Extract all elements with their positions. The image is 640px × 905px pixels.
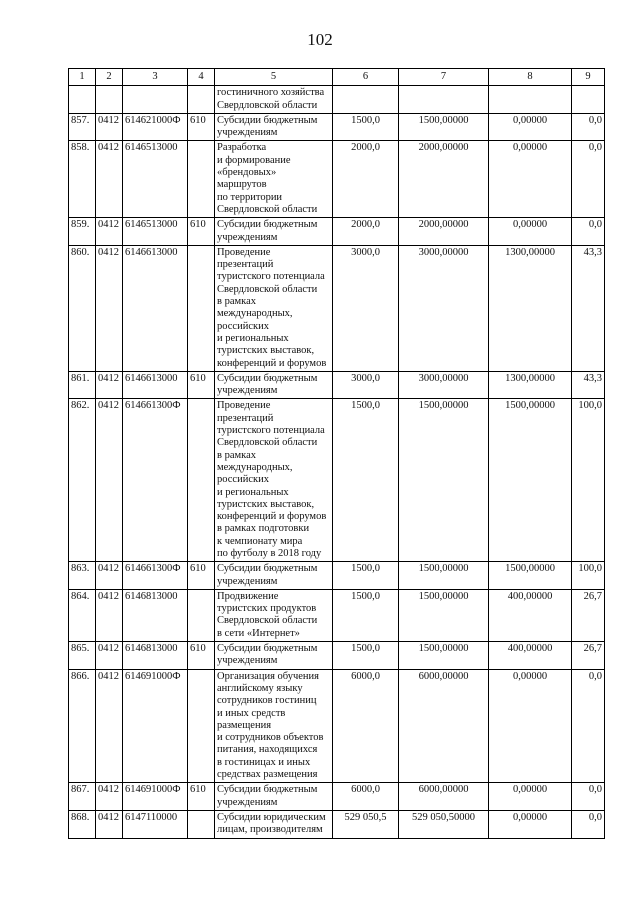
- amount-planned-cell: 2000,0: [333, 218, 399, 246]
- item-name-cell: Проведение презентаций туристского потенциала Свердловской области в рамках международных, российских и региональных туристских выставок, конференций и форумов: [215, 245, 333, 371]
- table-row: [69, 218, 605, 246]
- column-header: 7: [399, 69, 489, 86]
- amount-planned-cell: 1500,0: [333, 642, 399, 670]
- section-code-cell: 0412: [96, 783, 123, 811]
- row-number-cell: 866.: [69, 669, 96, 783]
- amount-planned-cell: 529 050,5: [333, 810, 399, 838]
- amount-executed-cell: 0,00000: [489, 141, 572, 218]
- amount-executed-cell: 400,00000: [489, 642, 572, 670]
- percent-cell: 100,0: [572, 562, 605, 590]
- target-code-cell: 6146513000: [123, 141, 188, 218]
- column-header: 2: [96, 69, 123, 86]
- row-number-cell: 858.: [69, 141, 96, 218]
- amount-approved-cell: 2000,00000: [399, 141, 489, 218]
- item-name-cell: Субсидии бюджетным учреждениям: [215, 562, 333, 590]
- table-row: [69, 86, 605, 114]
- row-number-cell: 859.: [69, 218, 96, 246]
- row-number-cell: 857.: [69, 113, 96, 141]
- amount-approved-cell: 2000,00000: [399, 218, 489, 246]
- expense-type-cell: [188, 399, 215, 562]
- amount-approved-cell: 1500,00000: [399, 113, 489, 141]
- percent-cell: 0,0: [572, 218, 605, 246]
- item-name-cell: Субсидии бюджетным учреждениям: [215, 218, 333, 246]
- amount-approved-cell: 1500,00000: [399, 399, 489, 562]
- row-number-cell: 867.: [69, 783, 96, 811]
- percent-cell: 0,0: [572, 669, 605, 783]
- expense-type-cell: 610: [188, 218, 215, 246]
- percent-cell: 0,0: [572, 113, 605, 141]
- row-number-cell: 862.: [69, 399, 96, 562]
- item-name-cell: Субсидии бюджетным учреждениям: [215, 113, 333, 141]
- table-row: [69, 399, 605, 562]
- row-number-cell: 861.: [69, 371, 96, 399]
- expense-type-cell: 610: [188, 113, 215, 141]
- table-row: [69, 783, 605, 811]
- row-number-cell: 860.: [69, 245, 96, 371]
- table-row: [69, 113, 605, 141]
- percent-cell: 0,0: [572, 810, 605, 838]
- percent-cell: 43,3: [572, 371, 605, 399]
- amount-executed-cell: 1500,00000: [489, 399, 572, 562]
- target-code-cell: 6146813000: [123, 642, 188, 670]
- item-name-cell: Организация обучения английскому языку сотрудников гостиниц и иных средств размещения и сотрудников объектов питания, находящихся в гостиницах и иных средствах размещения: [215, 669, 333, 783]
- amount-executed-cell: 0,00000: [489, 113, 572, 141]
- table-row: [69, 371, 605, 399]
- percent-cell: 43,3: [572, 245, 605, 371]
- amount-approved-cell: 1500,00000: [399, 642, 489, 670]
- amount-planned-cell: [333, 86, 399, 114]
- column-header: 1: [69, 69, 96, 86]
- amount-executed-cell: 1300,00000: [489, 245, 572, 371]
- section-code-cell: 0412: [96, 245, 123, 371]
- target-code-cell: [123, 86, 188, 114]
- section-code-cell: [96, 86, 123, 114]
- section-code-cell: 0412: [96, 399, 123, 562]
- amount-executed-cell: 0,00000: [489, 669, 572, 783]
- item-name-cell: Субсидии юридическим лицам, производителям: [215, 810, 333, 838]
- column-header: 9: [572, 69, 605, 86]
- amount-approved-cell: 6000,00000: [399, 669, 489, 783]
- section-code-cell: 0412: [96, 113, 123, 141]
- target-code-cell: 6146513000: [123, 218, 188, 246]
- target-code-cell: 6146613000: [123, 371, 188, 399]
- section-code-cell: 0412: [96, 371, 123, 399]
- amount-planned-cell: 6000,0: [333, 783, 399, 811]
- column-header: 6: [333, 69, 399, 86]
- target-code-cell: 614661300Ф: [123, 399, 188, 562]
- table-row: [69, 810, 605, 838]
- amount-approved-cell: 529 050,50000: [399, 810, 489, 838]
- item-name-cell: Субсидии бюджетным учреждениям: [215, 642, 333, 670]
- expense-type-cell: 610: [188, 371, 215, 399]
- amount-approved-cell: 3000,00000: [399, 371, 489, 399]
- item-name-cell: Субсидии бюджетным учреждениям: [215, 371, 333, 399]
- table-row: [69, 562, 605, 590]
- target-code-cell: 614691000Ф: [123, 669, 188, 783]
- column-header: 4: [188, 69, 215, 86]
- expense-type-cell: [188, 86, 215, 114]
- section-code-cell: 0412: [96, 810, 123, 838]
- table-row: [69, 245, 605, 371]
- table-body: [69, 86, 605, 838]
- table-row: [69, 141, 605, 218]
- row-number-cell: 863.: [69, 562, 96, 590]
- expense-type-cell: 610: [188, 783, 215, 811]
- target-code-cell: 614661300Ф: [123, 562, 188, 590]
- target-code-cell: 6147110000: [123, 810, 188, 838]
- amount-planned-cell: 3000,0: [333, 245, 399, 371]
- target-code-cell: 6146613000: [123, 245, 188, 371]
- percent-cell: 0,0: [572, 141, 605, 218]
- column-header: 5: [215, 69, 333, 86]
- expense-type-cell: [188, 810, 215, 838]
- expense-type-cell: [188, 669, 215, 783]
- amount-planned-cell: 1500,0: [333, 589, 399, 641]
- item-name-cell: Проведение презентаций туристского потенциала Свердловской области в рамках международных, российских и региональных туристских выставок, конференций и форумов в рамках подготовки к чемпионату мира по футболу в 2018 году: [215, 399, 333, 562]
- budget-table: [68, 68, 605, 839]
- amount-approved-cell: 1500,00000: [399, 589, 489, 641]
- amount-approved-cell: [399, 86, 489, 114]
- target-code-cell: 614621000Ф: [123, 113, 188, 141]
- amount-approved-cell: 1500,00000: [399, 562, 489, 590]
- amount-executed-cell: 1300,00000: [489, 371, 572, 399]
- column-header: 8: [489, 69, 572, 86]
- amount-executed-cell: 0,00000: [489, 783, 572, 811]
- amount-executed-cell: [489, 86, 572, 114]
- target-code-cell: 6146813000: [123, 589, 188, 641]
- amount-planned-cell: 6000,0: [333, 669, 399, 783]
- row-number-cell: 864.: [69, 589, 96, 641]
- row-number-cell: 865.: [69, 642, 96, 670]
- amount-executed-cell: 400,00000: [489, 589, 572, 641]
- amount-approved-cell: 3000,00000: [399, 245, 489, 371]
- expense-type-cell: 610: [188, 562, 215, 590]
- expense-type-cell: [188, 589, 215, 641]
- section-code-cell: 0412: [96, 218, 123, 246]
- table-row: [69, 669, 605, 783]
- amount-planned-cell: 1500,0: [333, 113, 399, 141]
- table-row: [69, 589, 605, 641]
- amount-planned-cell: 3000,0: [333, 371, 399, 399]
- section-code-cell: 0412: [96, 589, 123, 641]
- header-row: [69, 69, 605, 86]
- section-code-cell: 0412: [96, 669, 123, 783]
- page-number: 102: [307, 30, 333, 49]
- section-code-cell: 0412: [96, 642, 123, 670]
- section-code-cell: 0412: [96, 141, 123, 218]
- column-header: 3: [123, 69, 188, 86]
- percent-cell: 100,0: [572, 399, 605, 562]
- amount-planned-cell: 1500,0: [333, 399, 399, 562]
- percent-cell: [572, 86, 605, 114]
- amount-executed-cell: 0,00000: [489, 810, 572, 838]
- target-code-cell: 614691000Ф: [123, 783, 188, 811]
- row-number-cell: [69, 86, 96, 114]
- item-name-cell: Продвижение туристских продуктов Свердловской области в сети «Интернет»: [215, 589, 333, 641]
- percent-cell: 26,7: [572, 642, 605, 670]
- expense-type-cell: 610: [188, 642, 215, 670]
- item-name-cell: Разработка и формирование «брендовых» маршрутов по территории Свердловской области: [215, 141, 333, 218]
- percent-cell: 26,7: [572, 589, 605, 641]
- section-code-cell: 0412: [96, 562, 123, 590]
- expense-type-cell: [188, 245, 215, 371]
- amount-planned-cell: 1500,0: [333, 562, 399, 590]
- amount-executed-cell: 1500,00000: [489, 562, 572, 590]
- expense-type-cell: [188, 141, 215, 218]
- amount-planned-cell: 2000,0: [333, 141, 399, 218]
- table-row: [69, 642, 605, 670]
- item-name-cell: Субсидии бюджетным учреждениям: [215, 783, 333, 811]
- percent-cell: 0,0: [572, 783, 605, 811]
- amount-approved-cell: 6000,00000: [399, 783, 489, 811]
- amount-executed-cell: 0,00000: [489, 218, 572, 246]
- item-name-cell: гостиничного хозяйства Свердловской области: [215, 86, 333, 114]
- row-number-cell: 868.: [69, 810, 96, 838]
